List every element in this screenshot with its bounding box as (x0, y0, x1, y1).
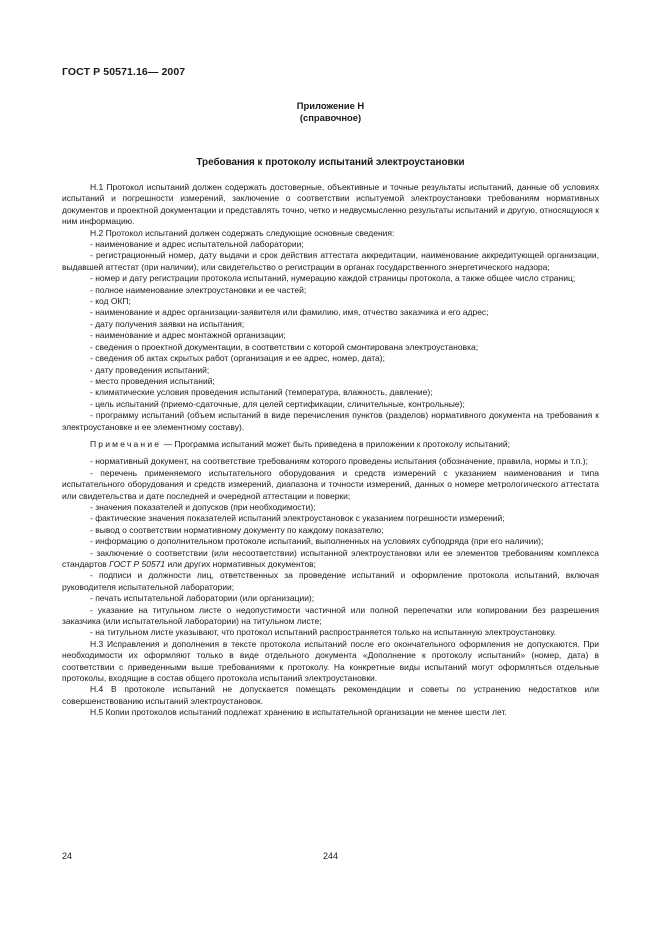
list-item: - цель испытаний (приемо-сдаточные, для целей сертификации, сличительные, контрольные); (90, 398, 465, 409)
document-code: ГОСТ Р 50571.16— 2007 (62, 66, 186, 78)
list-item: - на титульном листе указывают, что протокол испытаний распространяется только на испытанную электроустановку. (90, 627, 556, 638)
list-item: - указание на титульном листе о недопустимости частичной или полной перепечатки или копировании без разрешения заказчика (или испытательной лаборатории) на титульном листе; (62, 604, 599, 627)
annex-label: Приложение Н (296, 100, 365, 111)
list-item: - печать испытательной лаборатории (или организации); (90, 593, 315, 604)
paragraph-h4: Н.4 В протоколе испытаний не допускается помещать рекомендации и советы по устранению недостатков или совершенствованию испытаний электроустановок. (62, 684, 599, 706)
note-text: — Программа испытаний может быть приведена в приложении к протоколу испытаний; (161, 438, 510, 449)
compliance-text-before: - заключение о соответствии (или несоответствии) испытанной электроустановки или ее элементов требованиям комплекса стандартов (62, 547, 599, 569)
list-item: - нормативный документ, на соответствие требованиям которого проведены испытания (обозначение, правила, нормы и т.п.); (90, 456, 588, 467)
list-item: - дату получения заявки на испытания; (90, 318, 245, 329)
list-item: - место проведения испытаний; (90, 375, 215, 386)
list-item: - дату проведения испытаний; (90, 364, 210, 375)
list-item: - программу испытаний (объем испытаний в виде перечисления пунктов (разделов) нормативного документа на требования к электроустановке и ее элементному составу). (62, 410, 599, 432)
list-item: - климатические условия проведения испытаний (температура, влажность, давление); (90, 387, 433, 398)
page-number-center: 244 (322, 851, 339, 861)
list-item: - сведения об актах скрытых работ (организация и ее адрес, номер, дата); (90, 353, 385, 364)
annex-type: (справочное) (299, 112, 362, 123)
list-item: - информацию о дополнительном протоколе испытаний, выполненных на условиях субподряда (при его наличии); (90, 536, 544, 547)
page-number-left: 24 (62, 851, 73, 861)
paragraph-h3: Н.3 Исправления и дополнения в тексте протокола испытаний после его окончательного оформления не допускаются. При необходимости их оформляют только в виде отдельного документа «Дополнение к протоколу испытаний» (номер, дата) в соответствии с приведенными выше требованиями к протоколу. На конкретные виды испытаний могут оформляться отдельные протоколы, входящие в состав общего протокола испытаний электроустановки. (62, 638, 599, 684)
paragraph-h5: Н.5 Копии протоколов испытаний подлежат хранению в испытательной организации не менее шести лет. (90, 707, 507, 718)
standard-reference: ГОСТ Р 50571 (109, 559, 166, 569)
list-item: - сведения о проектной документации, в соответствии с которой смонтирована электроустановка; (90, 341, 479, 352)
list-item: - наименование и адрес организации-заявителя или фамилию, имя, отчество заказчика и его адрес; (90, 307, 489, 318)
list-item: - фактические значения показателей испытаний электроустановок с указанием погрешности измерений; (90, 513, 505, 524)
list-item: - код ОКП; (90, 296, 131, 307)
paragraph-h1: Н.1 Протокол испытаний должен содержать достоверные, объективные и точные результаты испытаний, данные об условиях испытаний и погрешности измерений, заключение о соответствии испытуемой электроустановки требованиям нормативных документов и проектной документации и представлять точно, четко и недвусмысленно результаты испытаний и другую, относящуюся к ним информацию. (62, 182, 599, 227)
compliance-text-after: или других нормативных документов; (165, 559, 317, 569)
list-item: - вывод о соответствии нормативному документу по каждому показателю; (90, 524, 384, 535)
section-title: Требования к протоколу испытаний электроустановки (196, 157, 465, 168)
list-item: - полное наименование электроустановки и ее частей; (90, 284, 307, 295)
list-item: - наименование и адрес монтажной организации; (90, 330, 286, 341)
list-item: - значения показателей и допусков (при необходимости); (90, 501, 316, 512)
list-item: - наименование и адрес испытательной лаборатории; (90, 239, 304, 250)
list-item: - перечень применяемого испытательного оборудования и средств измерений с указанием наименования и типа испытательного оборудования и средств измерений, диапазона и точности измерений, данных о номере метрологического аттестата или свидетельства и дате последней и очередной аттестации и поверки; (62, 467, 599, 501)
list-item: - номер и дату регистрации протокола испытаний, нумерацию каждой страницы протокола, а также общее число страниц; (90, 273, 576, 284)
note-label: Примечание (90, 438, 162, 449)
list-item: - подписи и должности лиц, ответственных за проведение испытаний и оформление протокола испытаний, включая руководителя испытательной лаборатории; (62, 570, 599, 592)
paragraph-h2: Н.2 Протокол испытаний должен содержать следующие основные сведения: (90, 227, 395, 238)
list-item-compliance (62, 548, 599, 571)
note (62, 439, 599, 450)
document-body (62, 182, 599, 719)
list-item: - регистрационный номер, дату выдачи и срок действия аттестата аккредитации, наименование аккредитующей организации, выдавшей аттестат (при наличии), или свидетельство о регистрации в органах государственного энергетического надзора; (62, 250, 599, 272)
